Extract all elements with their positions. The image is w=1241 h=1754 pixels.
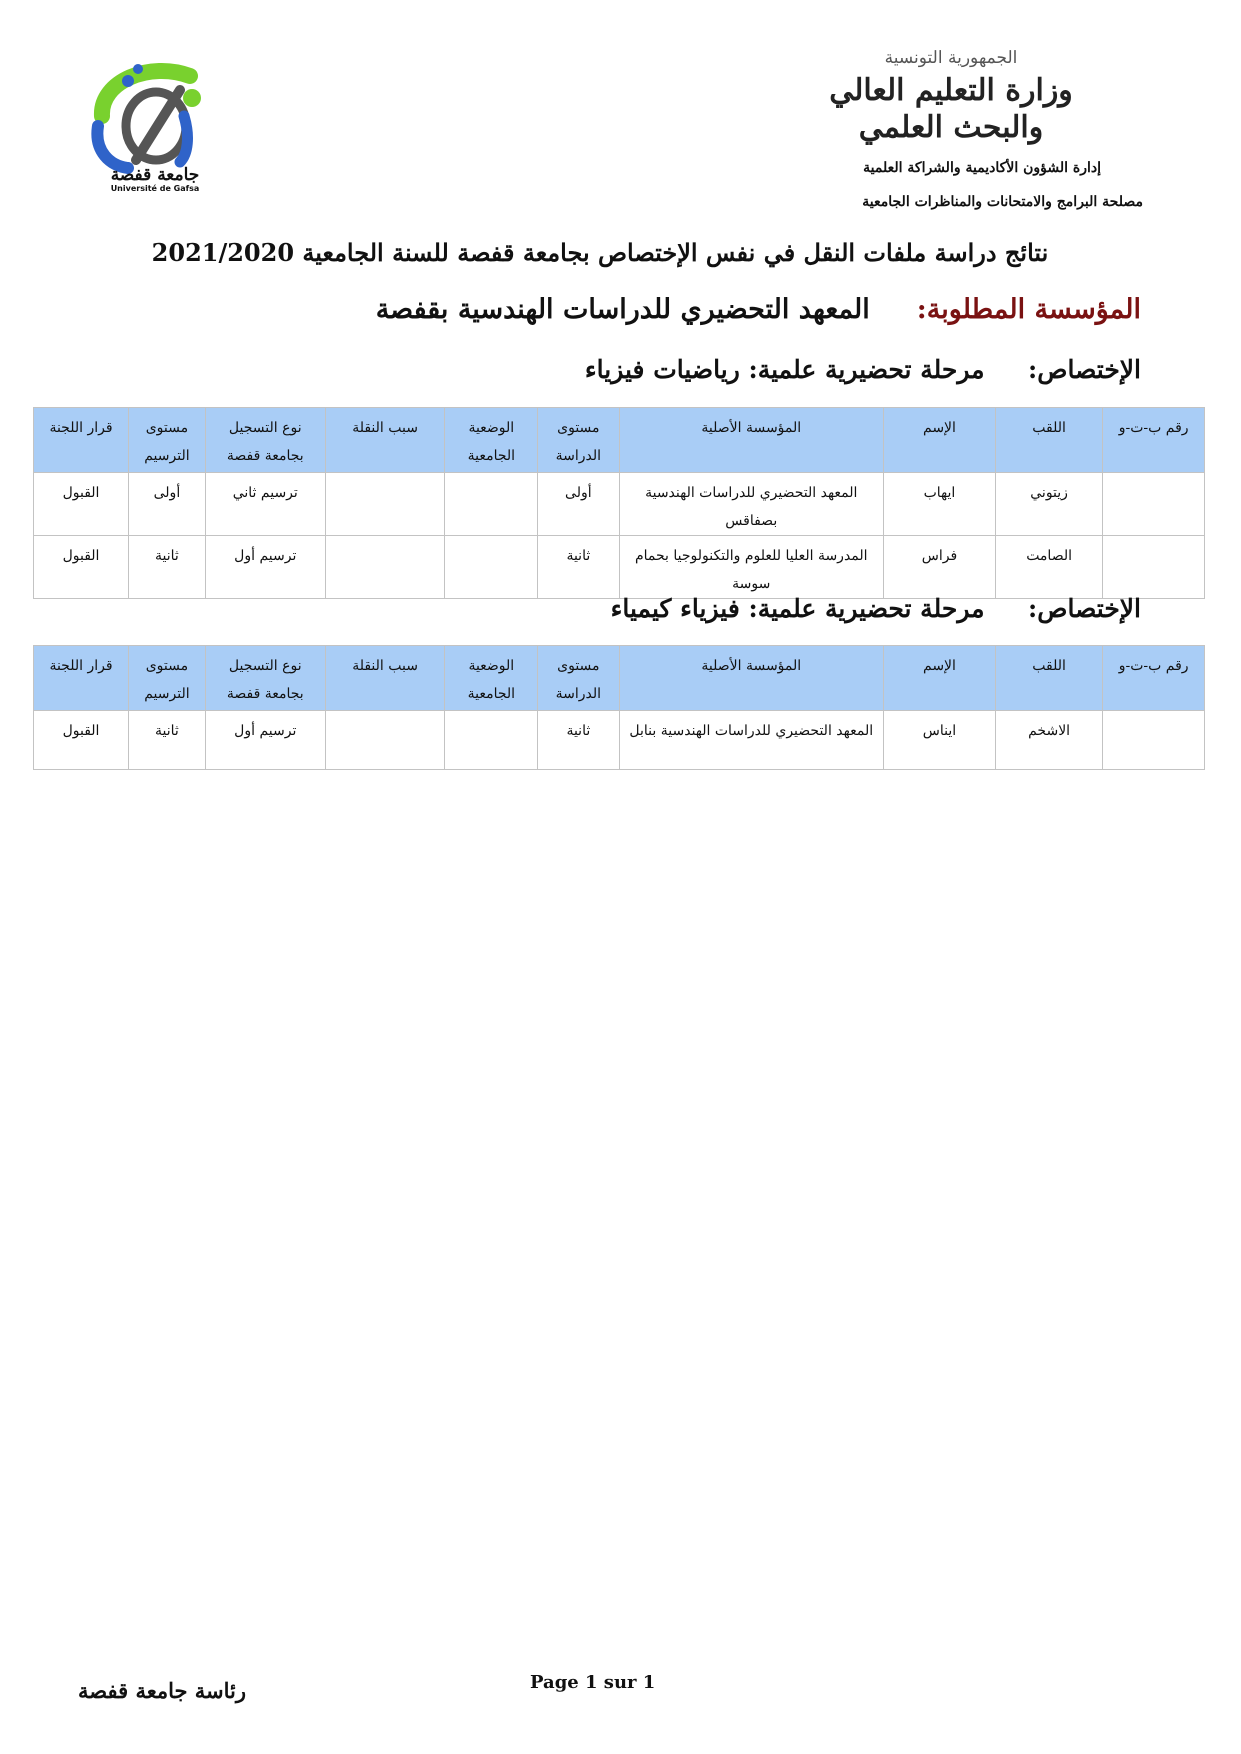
logo-name-french: Université de Gafsa <box>110 184 200 193</box>
cell-status <box>445 473 538 536</box>
specialty-label: الإختصاص: <box>1028 594 1141 623</box>
col-decision: قرار اللجنة <box>34 646 129 711</box>
cell-origin: المعهد التحضيري للدراسات الهندسية بنابل <box>619 711 883 770</box>
cell-name: ايناس <box>884 711 996 770</box>
table-row <box>34 711 1205 770</box>
cell-reason <box>325 473 445 536</box>
document-title: نتائج دراسة ملفات النقل في نفس الإختصاص بجامعة قفصة للسنة الجامعية 2021/2020 <box>151 238 1049 267</box>
table-row <box>34 536 1205 599</box>
cell-id <box>1103 536 1205 599</box>
cell-status <box>445 536 538 599</box>
col-name: الإسم <box>884 408 996 473</box>
page-number: Page 1 sur 1 <box>530 1672 656 1693</box>
ministry-name-line2: والبحث العلمي <box>858 110 1044 145</box>
col-status: الوضعية الجامعية <box>445 408 538 473</box>
col-surname: اللقب <box>995 408 1102 473</box>
specialty-label: الإختصاص: <box>1028 355 1141 384</box>
cell-name: ايهاب <box>884 473 996 536</box>
cell-name: فراس <box>884 536 996 599</box>
specialty-heading <box>585 355 1141 384</box>
col-surname: اللقب <box>995 646 1102 711</box>
cell-status <box>445 711 538 770</box>
col-id: رقم ب-ت-و <box>1103 408 1205 473</box>
specialty-heading <box>611 594 1141 623</box>
institution-value: المعهد التحضيري للدراسات الهندسية بقفصة <box>375 294 870 325</box>
specialty-value: مرحلة تحضيرية علمية: فيزياء كيمياء <box>610 594 985 623</box>
col-status: الوضعية الجامعية <box>445 646 538 711</box>
service-name: مصلحة البرامج والامتحانات والمناظرات الجامعية <box>862 194 1143 210</box>
cell-id <box>1103 711 1205 770</box>
col-study-level: مستوى الدراسة <box>538 646 619 711</box>
cell-study-level: ثانية <box>538 711 619 770</box>
cell-registration: ترسيم ثاني <box>205 473 325 536</box>
col-origin: المؤسسة الأصلية <box>619 646 883 711</box>
logo-name-arabic: جامعة قفصة <box>110 165 200 185</box>
ministry-name-line1: وزارة التعليم العالي <box>829 73 1073 108</box>
col-registration: نوع التسجيل بجامعة قفصة <box>205 408 325 473</box>
specialty-value: مرحلة تحضيرية علمية: رياضيات فيزياء <box>584 355 985 384</box>
table-row <box>34 473 1205 536</box>
republic-name: الجمهورية التونسية <box>884 48 1018 68</box>
col-level: مستوى الترسيم <box>129 408 206 473</box>
cell-surname: زيتوني <box>995 473 1102 536</box>
cell-origin: المعهد التحضيري للدراسات الهندسية بصفاقس <box>619 473 883 536</box>
results-table <box>33 645 1205 770</box>
col-name: الإسم <box>884 646 996 711</box>
cell-study-level: أولى <box>538 473 619 536</box>
cell-surname: الاشخم <box>995 711 1102 770</box>
cell-registration: ترسيم أول <box>205 711 325 770</box>
cell-decision: القبول <box>34 536 129 599</box>
col-id: رقم ب-ت-و <box>1103 646 1205 711</box>
cell-level: ثانية <box>129 536 206 599</box>
col-decision: قرار اللجنة <box>34 408 129 473</box>
cell-study-level: ثانية <box>538 536 619 599</box>
col-registration: نوع التسجيل بجامعة قفصة <box>205 646 325 711</box>
results-table <box>33 407 1205 599</box>
col-study-level: مستوى الدراسة <box>538 408 619 473</box>
cell-reason <box>325 711 445 770</box>
table-header-row <box>34 646 1205 711</box>
cell-surname: الصامت <box>995 536 1102 599</box>
requested-institution <box>376 294 1141 325</box>
cell-origin: المدرسة العليا للعلوم والتكنولوجيا بحمام سوسة <box>619 536 883 599</box>
ministry-header <box>801 48 1101 146</box>
cell-level: ثانية <box>129 711 206 770</box>
cell-decision: القبول <box>34 473 129 536</box>
cell-level: أولى <box>129 473 206 536</box>
department-name: إدارة الشؤون الأكاديمية والشراكة العلمية <box>863 160 1101 176</box>
footer-signature: رئاسة جامعة قفصة <box>78 1678 247 1703</box>
col-reason: سبب النقلة <box>325 408 445 473</box>
col-reason: سبب النقلة <box>325 646 445 711</box>
cell-id <box>1103 473 1205 536</box>
col-origin: المؤسسة الأصلية <box>619 408 883 473</box>
cell-decision: القبول <box>34 711 129 770</box>
table-header-row <box>34 408 1205 473</box>
institution-label: المؤسسة المطلوبة: <box>916 294 1141 325</box>
cell-reason <box>325 536 445 599</box>
cell-registration: ترسيم أول <box>205 536 325 599</box>
col-level: مستوى الترسيم <box>129 646 206 711</box>
